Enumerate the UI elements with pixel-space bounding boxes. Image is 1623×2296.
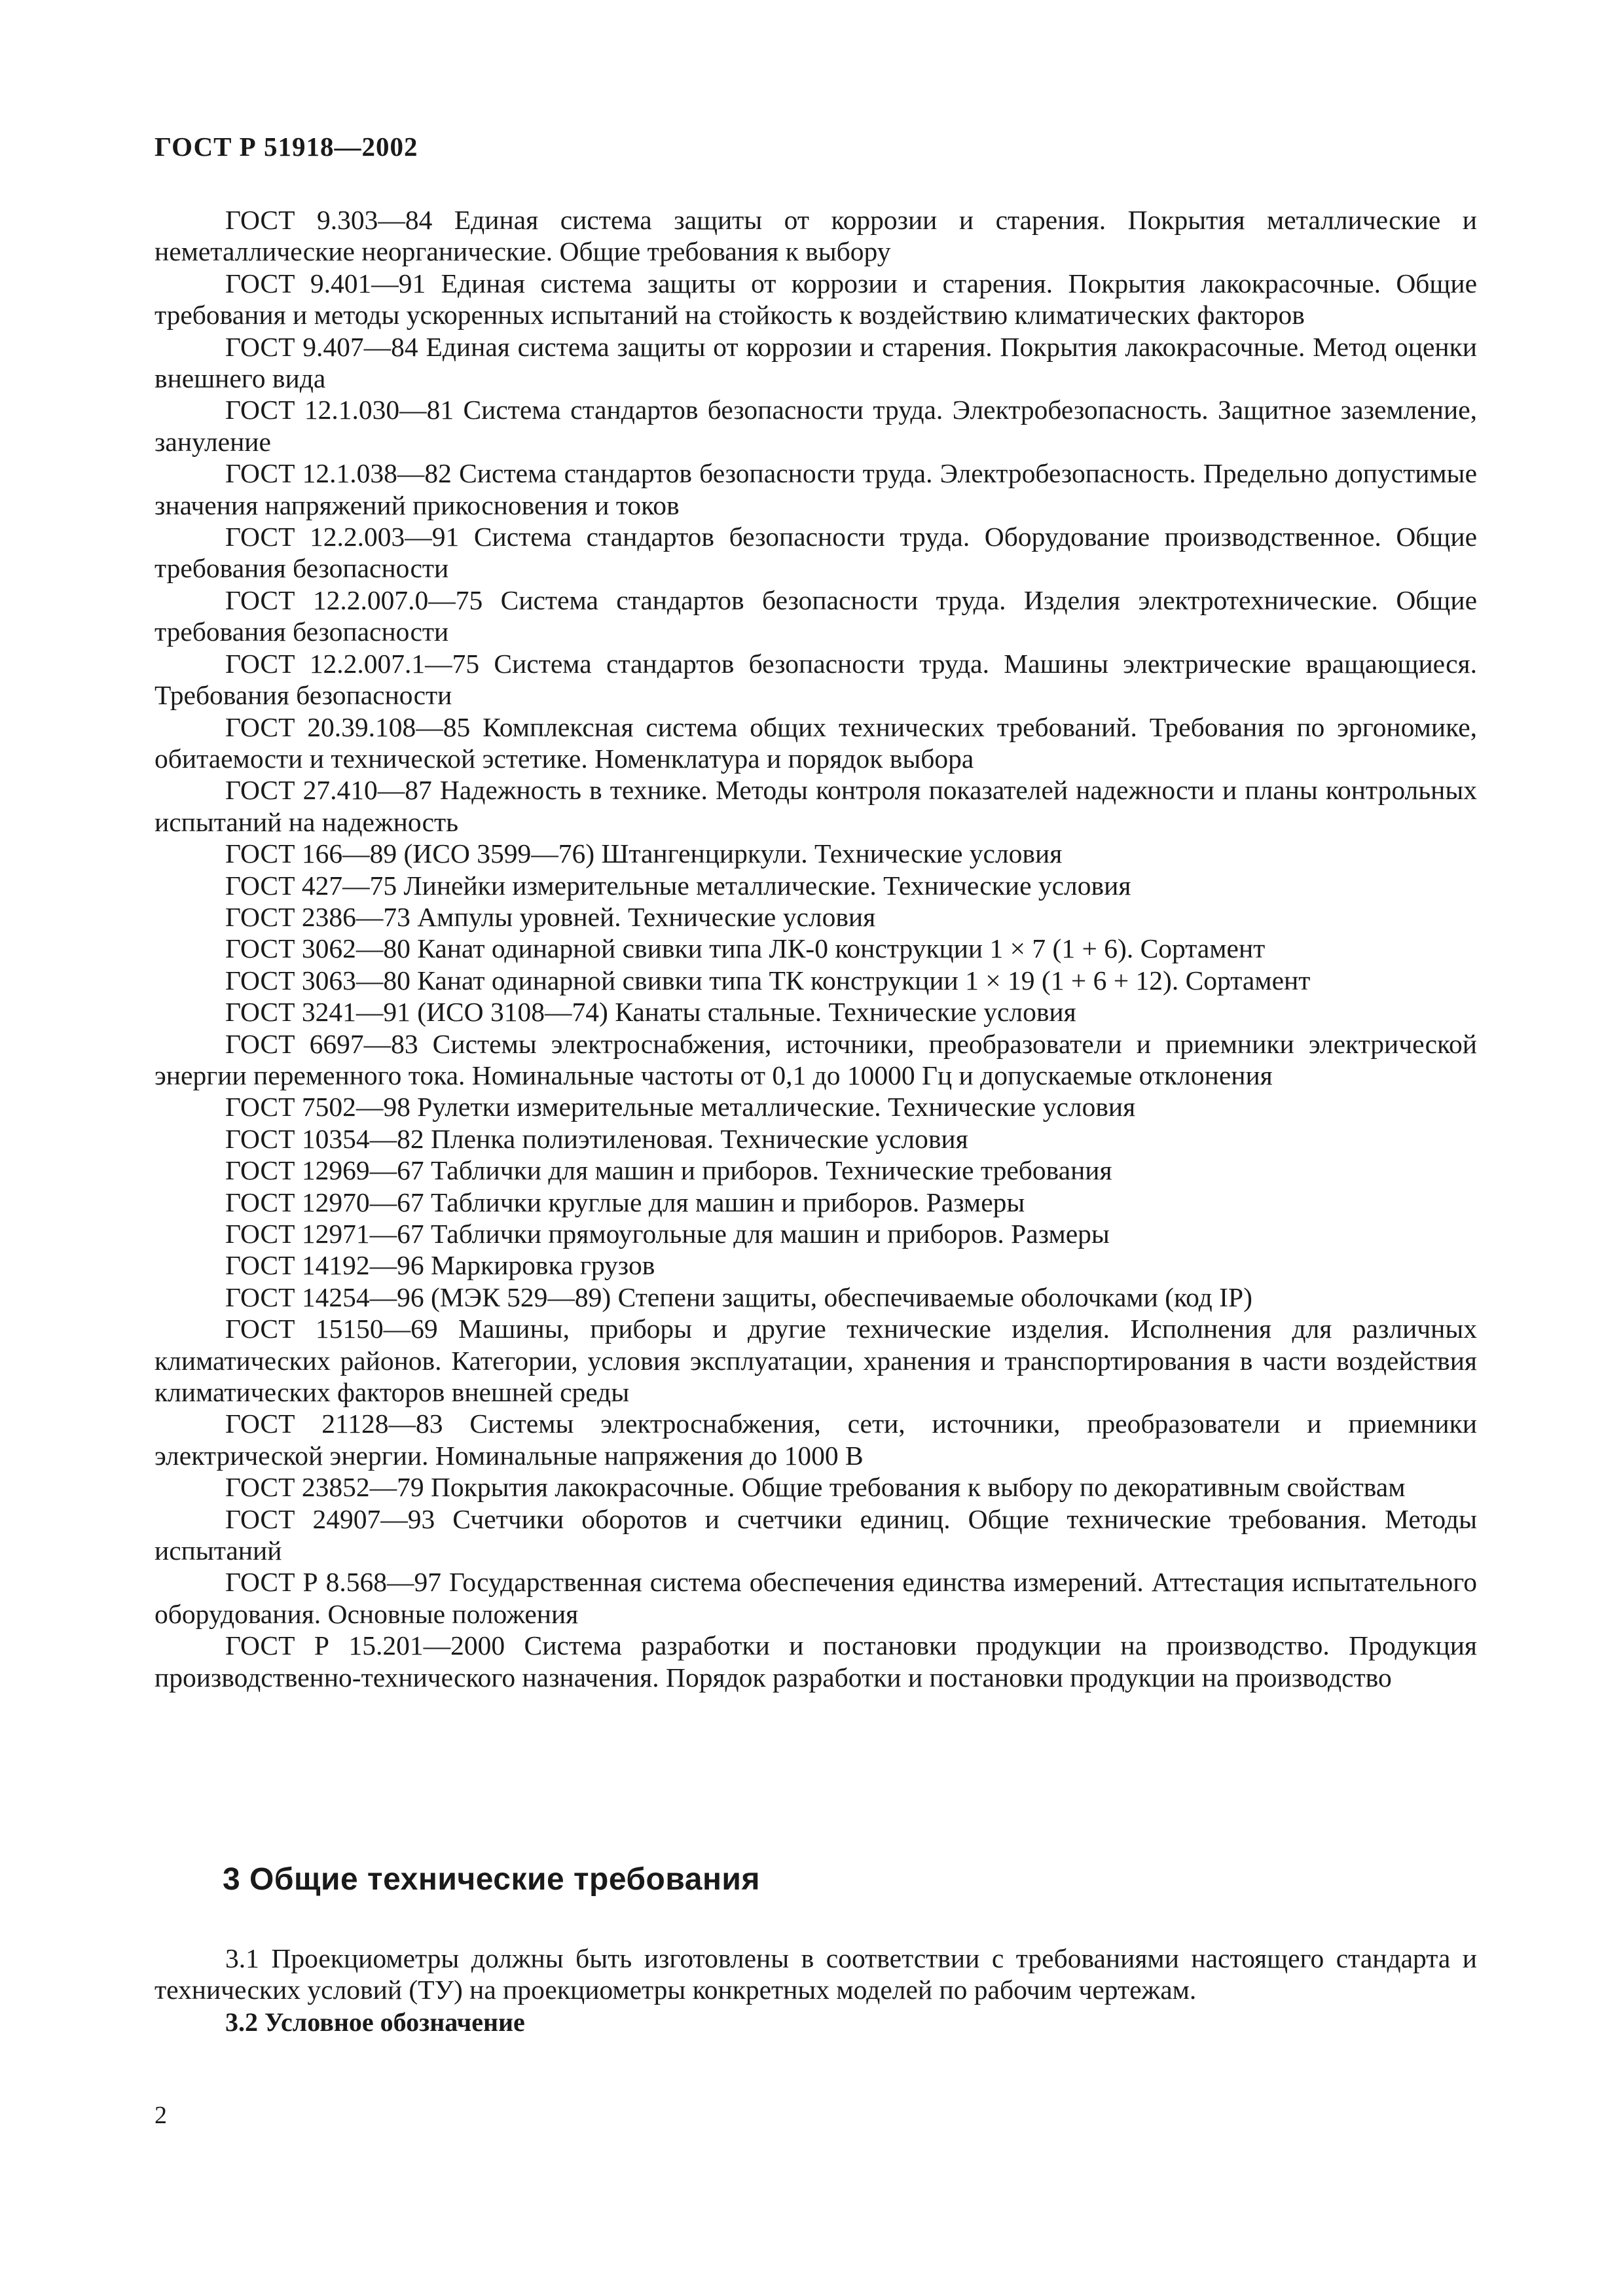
reference-item: ГОСТ 12971—67 Таблички прямоугольные для машин и приборов. Размеры	[225, 1219, 1110, 1249]
reference-item: ГОСТ 9.407—84 Единая система защиты от коррозии и старения. Покрытия лакокрасочные. Метод оценки внешнего вида	[155, 331, 1477, 394]
document-header: ГОСТ Р 51918—2002	[155, 132, 418, 162]
reference-item: ГОСТ 7502—98 Рулетки измерительные металлические. Технические условия	[225, 1092, 1136, 1122]
reference-item: ГОСТ 3241—91 (ИСО 3108—74) Канаты стальные. Технические условия	[225, 997, 1076, 1028]
reference-item: ГОСТ 12.2.007.0—75 Система стандартов безопасности труда. Изделия электротехнические. Общие требования безопасности	[155, 584, 1477, 647]
reference-item: ГОСТ Р 15.201—2000 Система разработки и постановки продукции на производство. Продукция производственно-технического назначения. Порядок разработки и постановки продукции на производство	[155, 1630, 1477, 1693]
reference-item: ГОСТ 14192—96 Маркировка грузов	[225, 1250, 655, 1281]
reference-item: ГОСТ 23852—79 Покрытия лакокрасочные. Общие требования к выбору по декоративным свойствам	[225, 1472, 1406, 1503]
section-title: 3 Общие технические требования	[223, 1862, 760, 1897]
reference-item: ГОСТ 166—89 (ИСО 3599—76) Штангенциркули. Технические условия	[225, 838, 1063, 869]
reference-item: ГОСТ 3062—80 Канат одинарной свивки типа ЛК-0 конструкции 1 × 7 (1 + 6). Сортамент	[225, 933, 1266, 964]
reference-item: ГОСТ 6697—83 Системы электроснабжения, источники, преобразователи и приемники электрической энергии переменного тока. Номинальные частоты от 0,1 до 10000 Гц и допускаемые отклонения	[155, 1028, 1477, 1090]
reference-item: ГОСТ 27.410—87 Надежность в технике. Методы контроля показателей надежности и планы контрольных испытаний на надежность	[155, 775, 1477, 837]
reference-item: ГОСТ 12970—67 Таблички круглые для машин и приборов. Размеры	[225, 1187, 1025, 1217]
reference-item: ГОСТ 24907—93 Счетчики оборотов и счетчики единиц. Общие технические требования. Методы испытаний	[155, 1503, 1477, 1566]
subheading-3-2: 3.2 Условное обозначение	[225, 2007, 525, 2037]
reference-item: ГОСТ 14254—96 (МЭК 529—89) Степени защиты, обеспечиваемые оболочками (код IP)	[225, 1282, 1252, 1312]
normative-references-list	[155, 204, 1477, 1693]
reference-item: ГОСТ 12.2.007.1—75 Система стандартов безопасности труда. Машины электрические вращающиеся. Требования безопасности	[155, 648, 1477, 711]
page-number: 2	[155, 2102, 167, 2129]
reference-item: ГОСТ 10354—82 Пленка полиэтиленовая. Технические условия	[225, 1123, 968, 1154]
reference-item: ГОСТ 12969—67 Таблички для машин и приборов. Технические требования	[225, 1155, 1112, 1186]
reference-item: ГОСТ 12.2.003—91 Система стандартов безопасности труда. Оборудование производственное. Общие требования безопасности	[155, 522, 1477, 584]
reference-item: ГОСТ 9.401—91 Единая система защиты от коррозии и старения. Покрытия лакокрасочные. Общие требования и методы ускоренных испытаний на стойкость к воздействию климатических факторов	[155, 268, 1477, 331]
reference-item: ГОСТ 21128—83 Системы электроснабжения, сети, источники, преобразователи и приемники электрической энергии. Номинальные напряжения до 1000 В	[155, 1408, 1477, 1471]
reference-item: ГОСТ 3063—80 Канат одинарной свивки типа ТК конструкции 1 × 19 (1 + 6 + 12). Сортамент	[225, 965, 1311, 996]
reference-item: ГОСТ 427—75 Линейки измерительные металлические. Технические условия	[225, 870, 1131, 901]
reference-item: ГОСТ 20.39.108—85 Комплексная система общих технических требований. Требования по эргономике, обитаемости и технической эстетике. Номенклатура и порядок выбора	[155, 711, 1477, 774]
paragraph-3-1: 3.1 Проекциометры должны быть изготовлены в соответствии с требованиями настоящего стандарта и технических условий (ТУ) на проекциометры конкретных моделей по рабочим чертежам.	[155, 1943, 1477, 2005]
reference-item: ГОСТ 12.1.038—82 Система стандартов безопасности труда. Электробезопасность. Предельно допустимые значения напряжений прикосновения и токов	[155, 458, 1477, 520]
reference-item: ГОСТ 9.303—84 Единая система защиты от коррозии и старения. Покрытия металлические и неметаллические неорганические. Общие требования к выбору	[155, 205, 1477, 267]
reference-item: ГОСТ 12.1.030—81 Система стандартов безопасности труда. Электробезопасность. Защитное заземление, зануление	[155, 395, 1477, 457]
reference-item: ГОСТ 15150—69 Машины, приборы и другие технические изделия. Исполнения для различных климатических районов. Категории, условия эксплуатации, хранения и транспортирования в части воздействия климатических факторов внешней среды	[155, 1314, 1477, 1408]
reference-item: ГОСТ 2386—73 Ампулы уровней. Технические условия	[225, 901, 876, 932]
reference-item: ГОСТ Р 8.568—97 Государственная система обеспечения единства измерений. Аттестация испытательного оборудования. Основные положения	[155, 1567, 1477, 1629]
